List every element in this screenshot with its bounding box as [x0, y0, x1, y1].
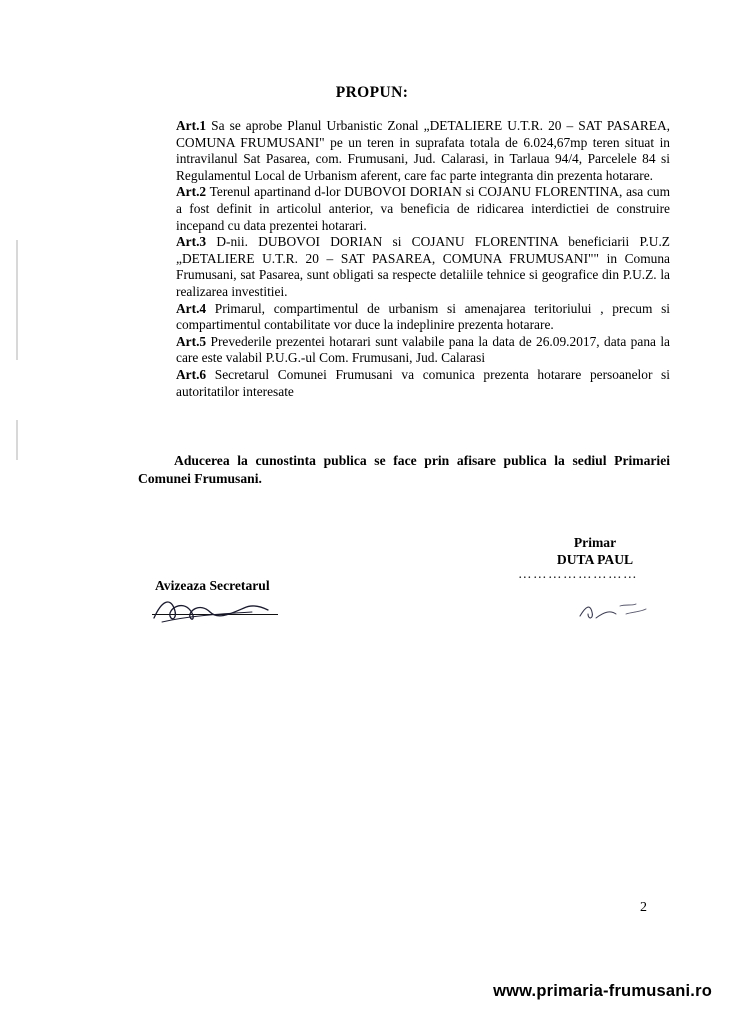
page-title: PROPUN: [335, 84, 409, 101]
article-label: Art.2 [176, 184, 207, 200]
article-label: Art.1 [176, 118, 207, 133]
article-6 [176, 367, 670, 400]
article-label: Art.6 [176, 366, 207, 382]
article-label: Art.5 [176, 333, 207, 349]
article-text: Prevederile prezentei hotarari sunt valabile pana la data de 26.09.2017, data pana la care este valabil P.U.G.-ul Com. Frumusani, Jud. Calarasi [176, 333, 670, 366]
mayor-name: DUTA PAUL [556, 552, 634, 567]
article-2 [176, 184, 670, 234]
article-label: Art.4 [176, 300, 207, 316]
secretary-label: Avizeaza Secretarul [155, 578, 270, 593]
page-number: 2 [640, 900, 647, 915]
article-text: D-nii. DUBOVOI DORIAN si COJANU FLORENTINA beneficiarii P.U.Z „DETALIERE U.T.R. 20 – SAT PASAREA, COMUNA FRUMUSANI"" in Comuna Frumusani, sat Pasarea, sunt obligati sa respecte detaliile tehnice si geografice din P.U.Z. la realizarea investitiei. [176, 234, 670, 299]
article-5 [176, 334, 670, 367]
mayor-role: Primar [573, 535, 617, 550]
mayor-signature-block [500, 534, 690, 568]
scan-artifact [16, 240, 18, 360]
article-text: Primarul, compartimentul de urbanism si amenajarea teritoriului , precum si compartimentul contabilitate vor duce la indeplinire prezenta hotarare. [176, 300, 670, 333]
public-notice: Aducerea la cunostinta publica se face prin afisare publica la sediul Primariei Comunei Frumusani. [138, 453, 670, 486]
mayor-handwritten-signature [570, 592, 660, 631]
article-1 [176, 118, 670, 184]
articles-block [176, 118, 670, 400]
article-text: Terenul apartinand d-lor DUBOVOI DORIAN si COJANU FLORENTINA, asa cum a fost definit in articolul anterior, va beneficia de ridicarea interdictiei de construire incepand cu data prezentei hotarari. [176, 184, 670, 233]
scan-artifact [16, 420, 18, 460]
article-3 [176, 234, 670, 300]
mayor-signature-dots: …………………… [518, 566, 638, 581]
article-4 [176, 301, 670, 334]
article-label: Art.3 [176, 234, 207, 250]
secretary-handwritten-signature [148, 592, 288, 631]
article-text: Sa se aprobe Planul Urbanistic Zonal „DETALIERE U.T.R. 20 – SAT PASAREA, COMUNA FRUMUSANI" pe un teren in suprafata totala de 6.024,67mp teren situat in intravilanul Sat Pasarea, com. Frumusani, Jud. Calarasi, in Tarlaua 94/4, Parcelele 84 si Regulamentul Local de Urbanism aferent, care fac parte integranta din prezenta hotarare. [176, 118, 670, 183]
article-text: Secretarul Comunei Frumusani va comunica prezenta hotarare persoanelor si autoritatilor interesate [176, 366, 670, 399]
footer-website-url: www.primaria-frumusani.ro [493, 982, 712, 1000]
